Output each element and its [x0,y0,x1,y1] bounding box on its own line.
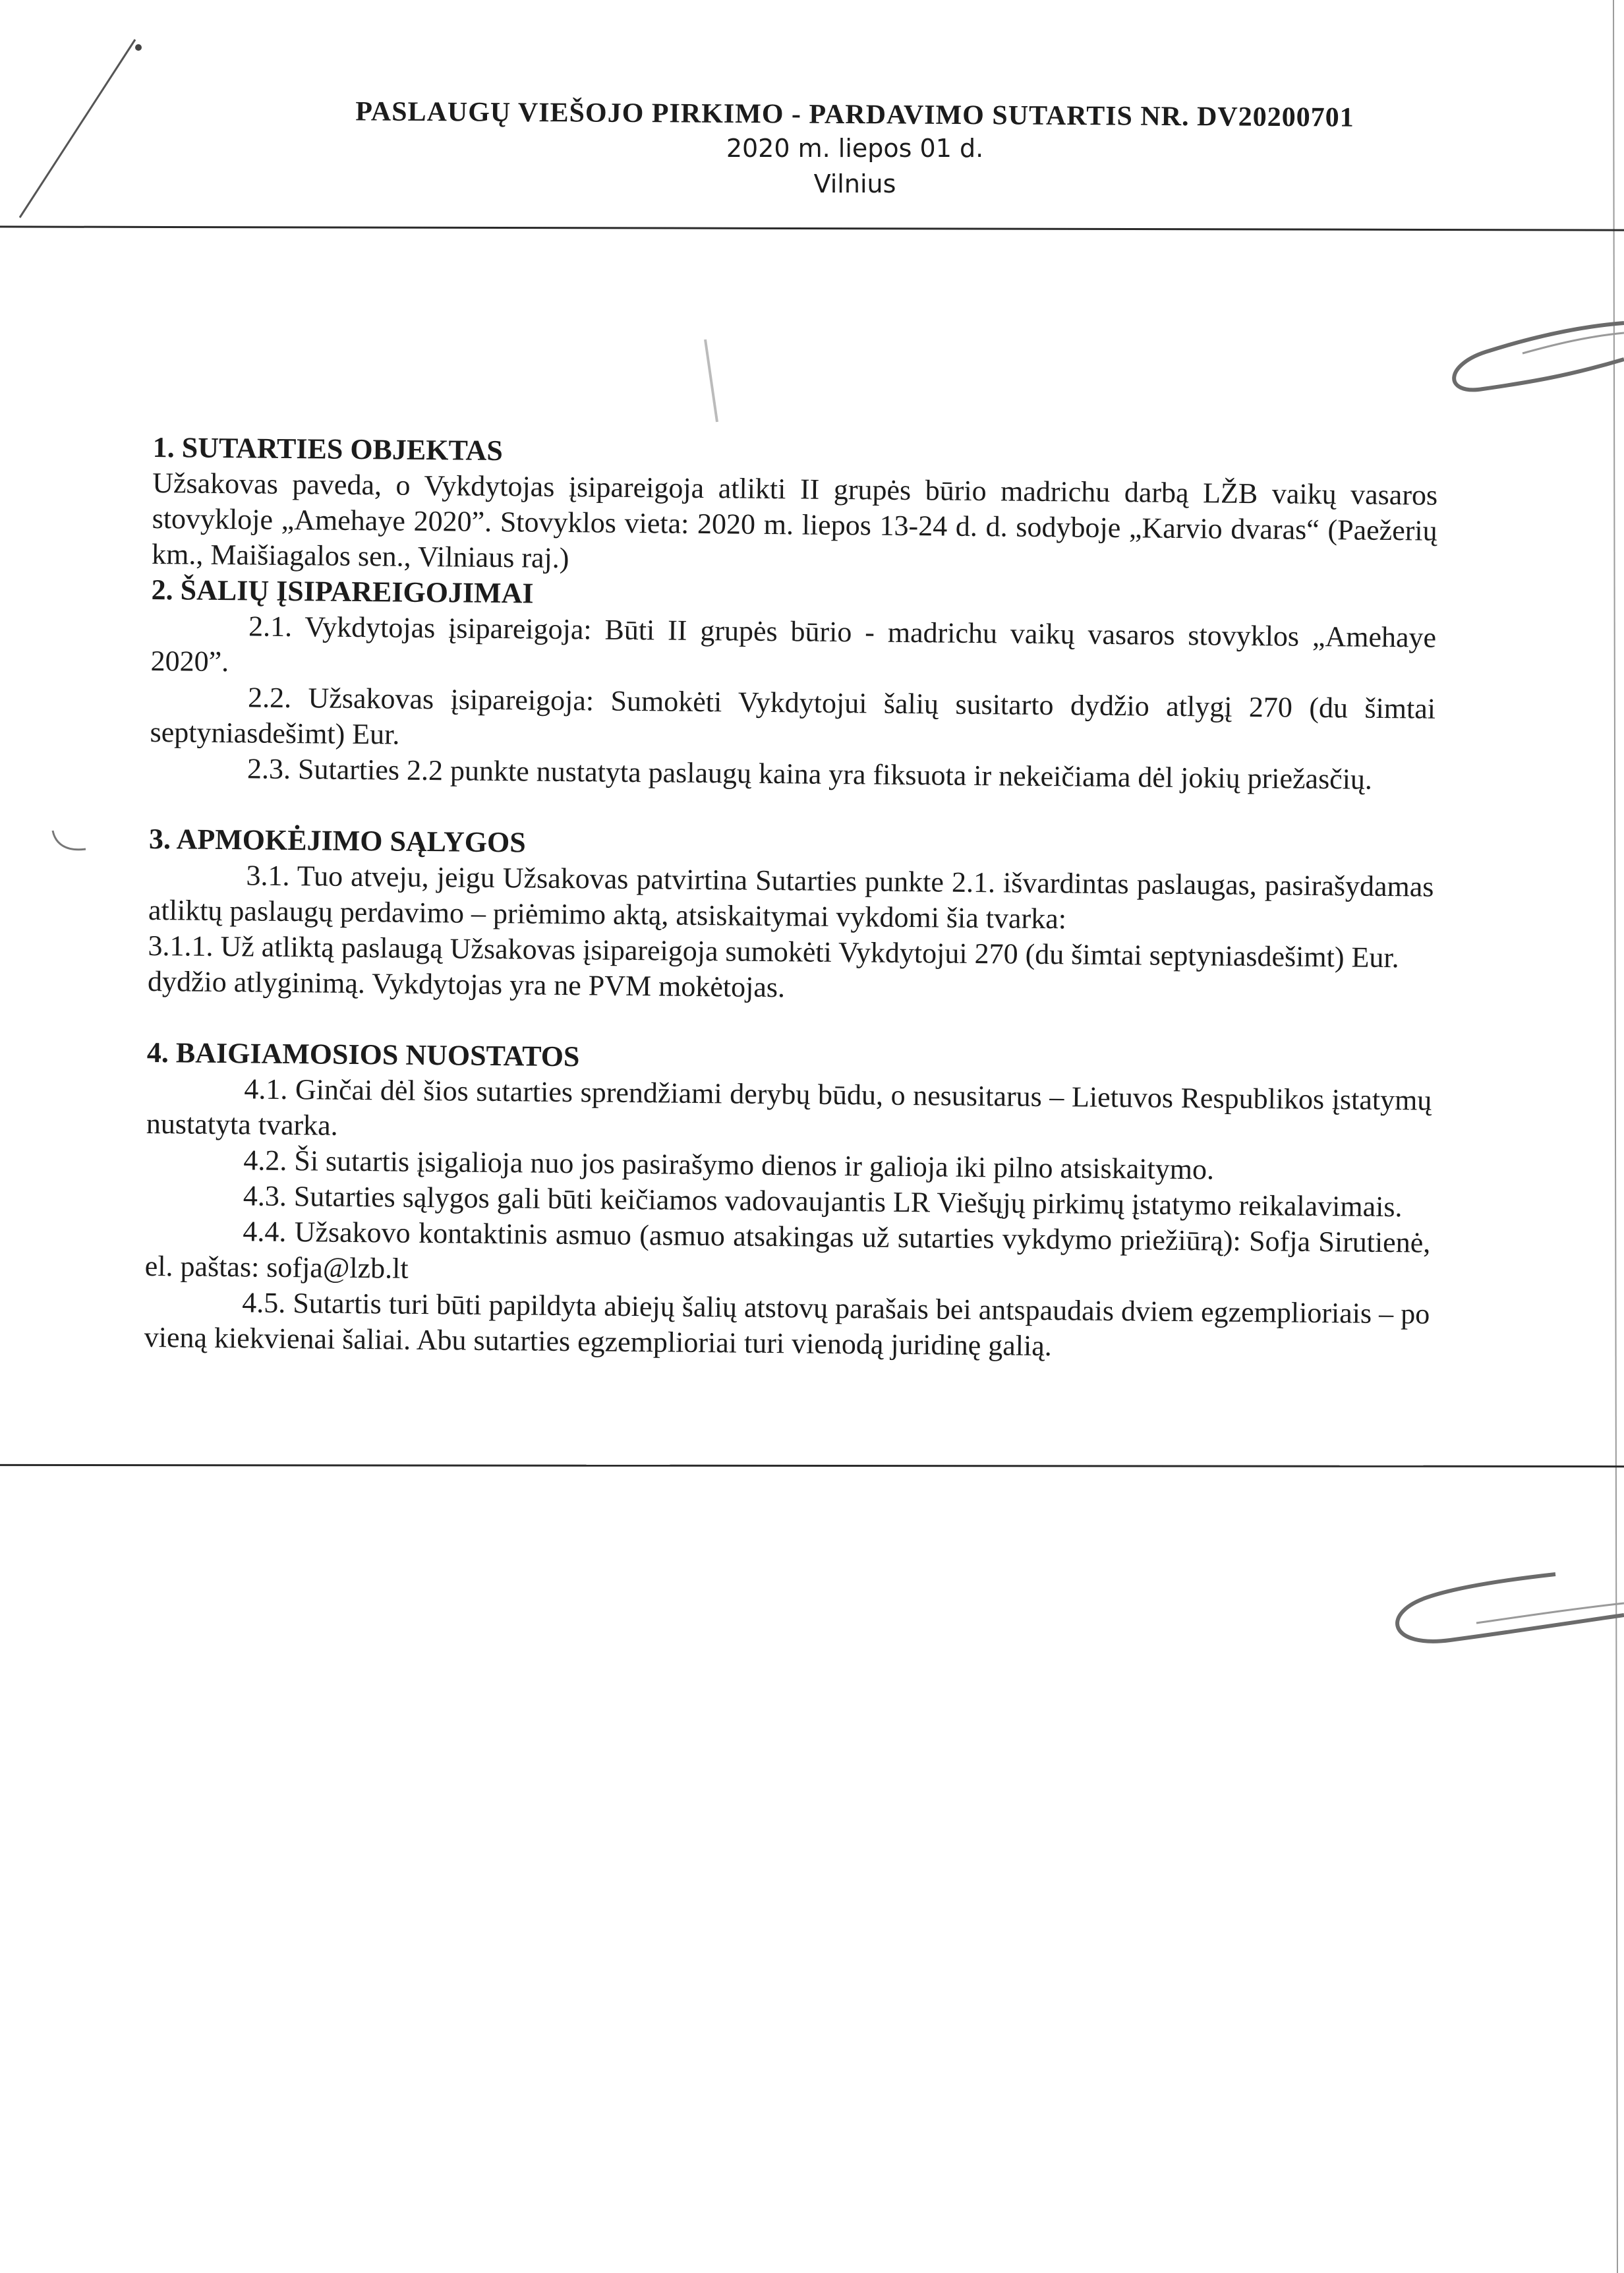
contract-body [144,430,1438,1368]
header-divider [0,225,1624,231]
clause: 2.2. Užsakovas įsipareigoja: Sumokėti Vykdytojui šalių susitarto dydžio atlygį 270 (du šimtai septyniasdešimt) Eur. [150,681,1436,751]
document-title: PASLAUGŲ VIEŠOJO PIRKIMO - PARDAVIMO SUTARTIS NR. DV20200701 [355,96,1354,133]
clause: 4.3. Sutarties sąlygos gali būti keičiamos vadovaujantis LR Viešųjų pirkimų įstatymo reikalavimais. [243,1179,1403,1224]
clause: 2.1. Vykdytojas įsipareigoja: Būti II grupės būrio - madrichu vaikų vasaros stovyklos „Amehaye 2020”. [150,610,1437,678]
document-header [0,96,1624,202]
section-heading: 1. SUTARTIES OBJEKTAS [152,430,504,467]
section-heading: 4. BAIGIAMOSIOS NUOSTATOS [146,1036,580,1073]
document-city: Vilnius [813,169,896,198]
footer-divider [0,1464,1624,1467]
paragraph: Užsakovas paveda, o Vykdytojas įsipareigoja atlikti II grupės būrio madrichu darbą LŽB vaikų vasaros stovykloje „Amehaye 2020”. Stovyklos vieta: 2020 m. liepos 13-24 d. d. sodyboje „Karvio dvaras“ (Paežerių km., Maišiagalos sen., Vilniaus raj.) [151,466,1438,575]
clause: 4.5. Sutartis turi būti papildyta abiejų šalių atstovų parašais bei antspaudais dviem egzemplioriais – po vieną kiekvienai šaliai. Abu sutarties egzemplioriai turi vienodą juridinę galią. [144,1286,1430,1363]
clause: 3.1.1. Už atliktą paslaugą Užsakovas įsipareigoja sumokėti Vykdytojui 270 (du šimtai septyniasdešimt) Eur. [148,929,1399,974]
section-heading: 2. ŠALIŲ ĮSIPAREIGOJIMAI [151,573,534,610]
margin-mark [46,817,99,870]
clause: 2.3. Sutarties 2.2 punkte nustatyta paslaugų kaina yra fiksuota ir nekeičiama dėl jokių priežasčių. [246,752,1373,796]
clause: 4.2. Ši sutartis įsigalioja nuo jos pasirašymo dienos ir galioja iki pilno atsiskaitymo. [243,1144,1215,1186]
clause: 4.4. Užsakovo kontaktinis asmuo (asmuo atsakingas už sutarties vykdymo priežiūrą): Sofja Sirutienė, el. paštas: sofja@lzb.lt [144,1215,1431,1285]
section-heading: 3. APMOKĖJIMO SĄLYGOS [148,822,526,859]
paper-clip-icon [1437,310,1624,402]
clause: dydžio atlyginimą. Vykdytojas yra ne PVM mokėtojas. [147,964,786,1004]
clause: 4.1. Ginčai dėl šios sutarties sprendžiami derybų būdu, o nesusitarus – Lietuvos Respublikos įstatymų nustatyta tvarka. [146,1073,1432,1142]
paper-clip-icon [1378,1562,1624,1668]
fold-mark [699,336,725,428]
clause: 3.1. Tuo atveju, jeigu Užsakovas patvirtina Sutarties punkte 2.1. išvardintas paslaugas, pasirašydamas atliktų paslaugų perdavimo – priėmimo aktą, atsiskaitymai vykdomi šia tvarka: [148,859,1434,935]
document-date: 2020 m. liepos 01 d. [726,134,984,163]
